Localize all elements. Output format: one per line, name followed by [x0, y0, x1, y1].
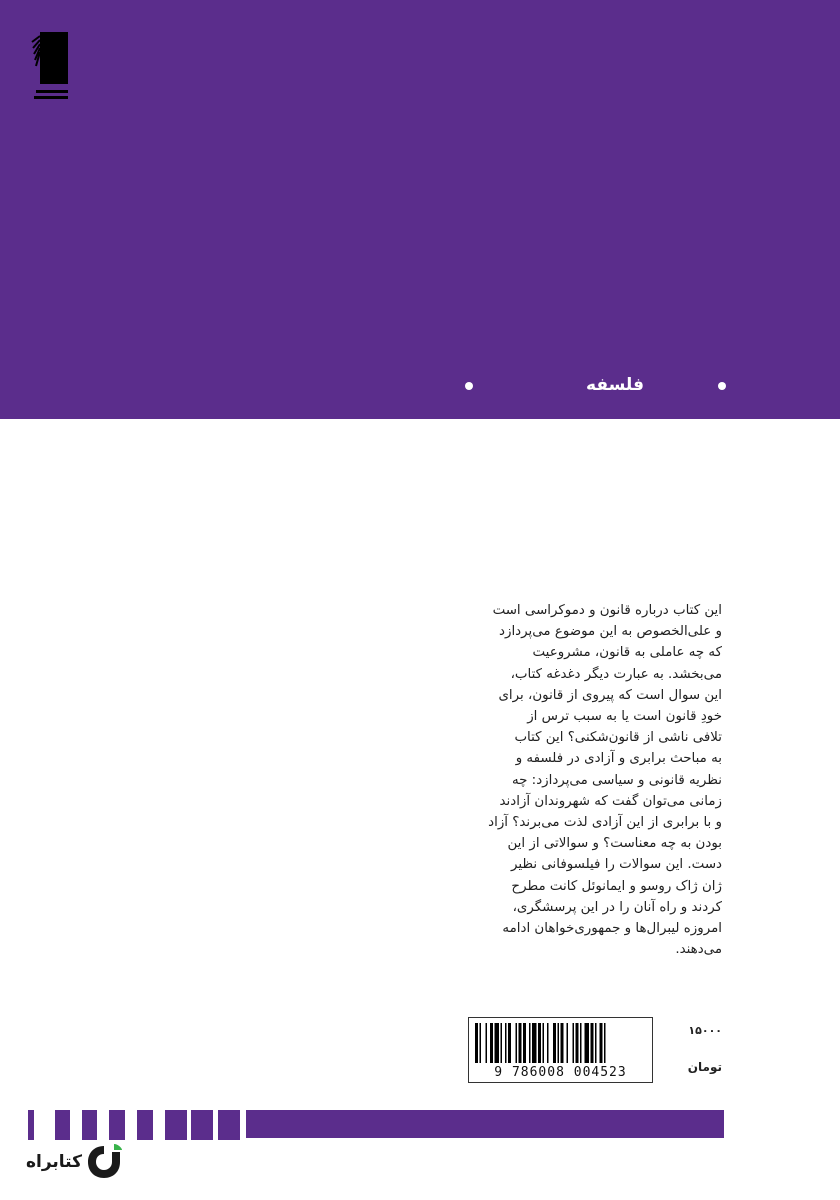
watermark-text: کتابراه	[25, 1152, 82, 1172]
bottom-decorative-strip	[28, 1110, 724, 1140]
blurb-line: و با برابری از این آزادی لذت می‌برند؟ آزاد	[488, 815, 722, 831]
book-blurb	[466, 600, 722, 960]
blurb-line: نظریه قانونی و سیاسی می‌پردازد: چه	[511, 772, 722, 788]
strip-segment	[191, 1110, 213, 1140]
cover-top-band	[0, 0, 840, 419]
blurb-line: این کتاب درباره قانون و دموکراسی است	[492, 603, 722, 618]
price-currency: تومان	[687, 1060, 722, 1074]
blurb-line: می‌دهند.	[675, 942, 722, 958]
strip-bar	[246, 1110, 724, 1138]
blurb-line: امروزه لیبرال‌ها و جمهوری‌خواهان ادامه	[502, 921, 722, 937]
blurb-line: این سوال است که پیروی از قانون، برای	[498, 687, 722, 703]
strip-segment	[28, 1110, 34, 1140]
isbn-barcode	[468, 1017, 653, 1083]
blurb-line: خودِ قانون است یا به سبب ترس از	[527, 709, 722, 725]
strip-segment	[137, 1110, 153, 1140]
barcode-bars	[475, 1023, 646, 1063]
publisher-logo-icon	[30, 30, 70, 110]
strip-segment	[165, 1110, 187, 1140]
blurb-line: می‌بخشد. به عبارت دیگر دغدغه کتاب،	[510, 666, 722, 682]
category-label: فلسفه	[586, 375, 644, 395]
blurb-line: و علی‌الخصوص به این موضوع می‌پردازد	[499, 624, 722, 640]
blurb-line: تلافی ناشی از قانون‌شکنی؟ این کتاب	[514, 730, 722, 746]
category-row	[0, 372, 840, 402]
bullet-dot	[465, 382, 473, 390]
blurb-line: کردند و راه آنان را در این پرسشگری،	[512, 899, 722, 915]
blurb-line: به مباحث برابری و آزادی در فلسفه و	[515, 751, 722, 767]
ketabrah-watermark	[14, 1140, 126, 1186]
ketabrah-logo-icon	[84, 1142, 124, 1182]
blurb-line: ژان ژاک روسو و ایمانوئل کانت مطرح	[511, 878, 722, 894]
strip-segment	[109, 1110, 125, 1140]
strip-segment	[218, 1110, 240, 1140]
price-amount: ۱۵۰۰۰	[688, 1024, 722, 1037]
bullet-dot	[718, 382, 726, 390]
isbn-number: 9 786008 004523	[494, 1065, 627, 1080]
blurb-line: که چه عاملی به قانون، مشروعیت	[532, 645, 722, 661]
strip-segment	[82, 1110, 97, 1140]
blurb-line: دست. این سوالات را فیلسوفانی نظیر	[510, 857, 722, 873]
blurb-line: بودن به چه معناست؟ و سوالاتی از این	[507, 836, 722, 852]
blurb-line: زمانی می‌توان گفت که شهروندان آزادند	[499, 793, 722, 809]
strip-segment	[55, 1110, 70, 1140]
